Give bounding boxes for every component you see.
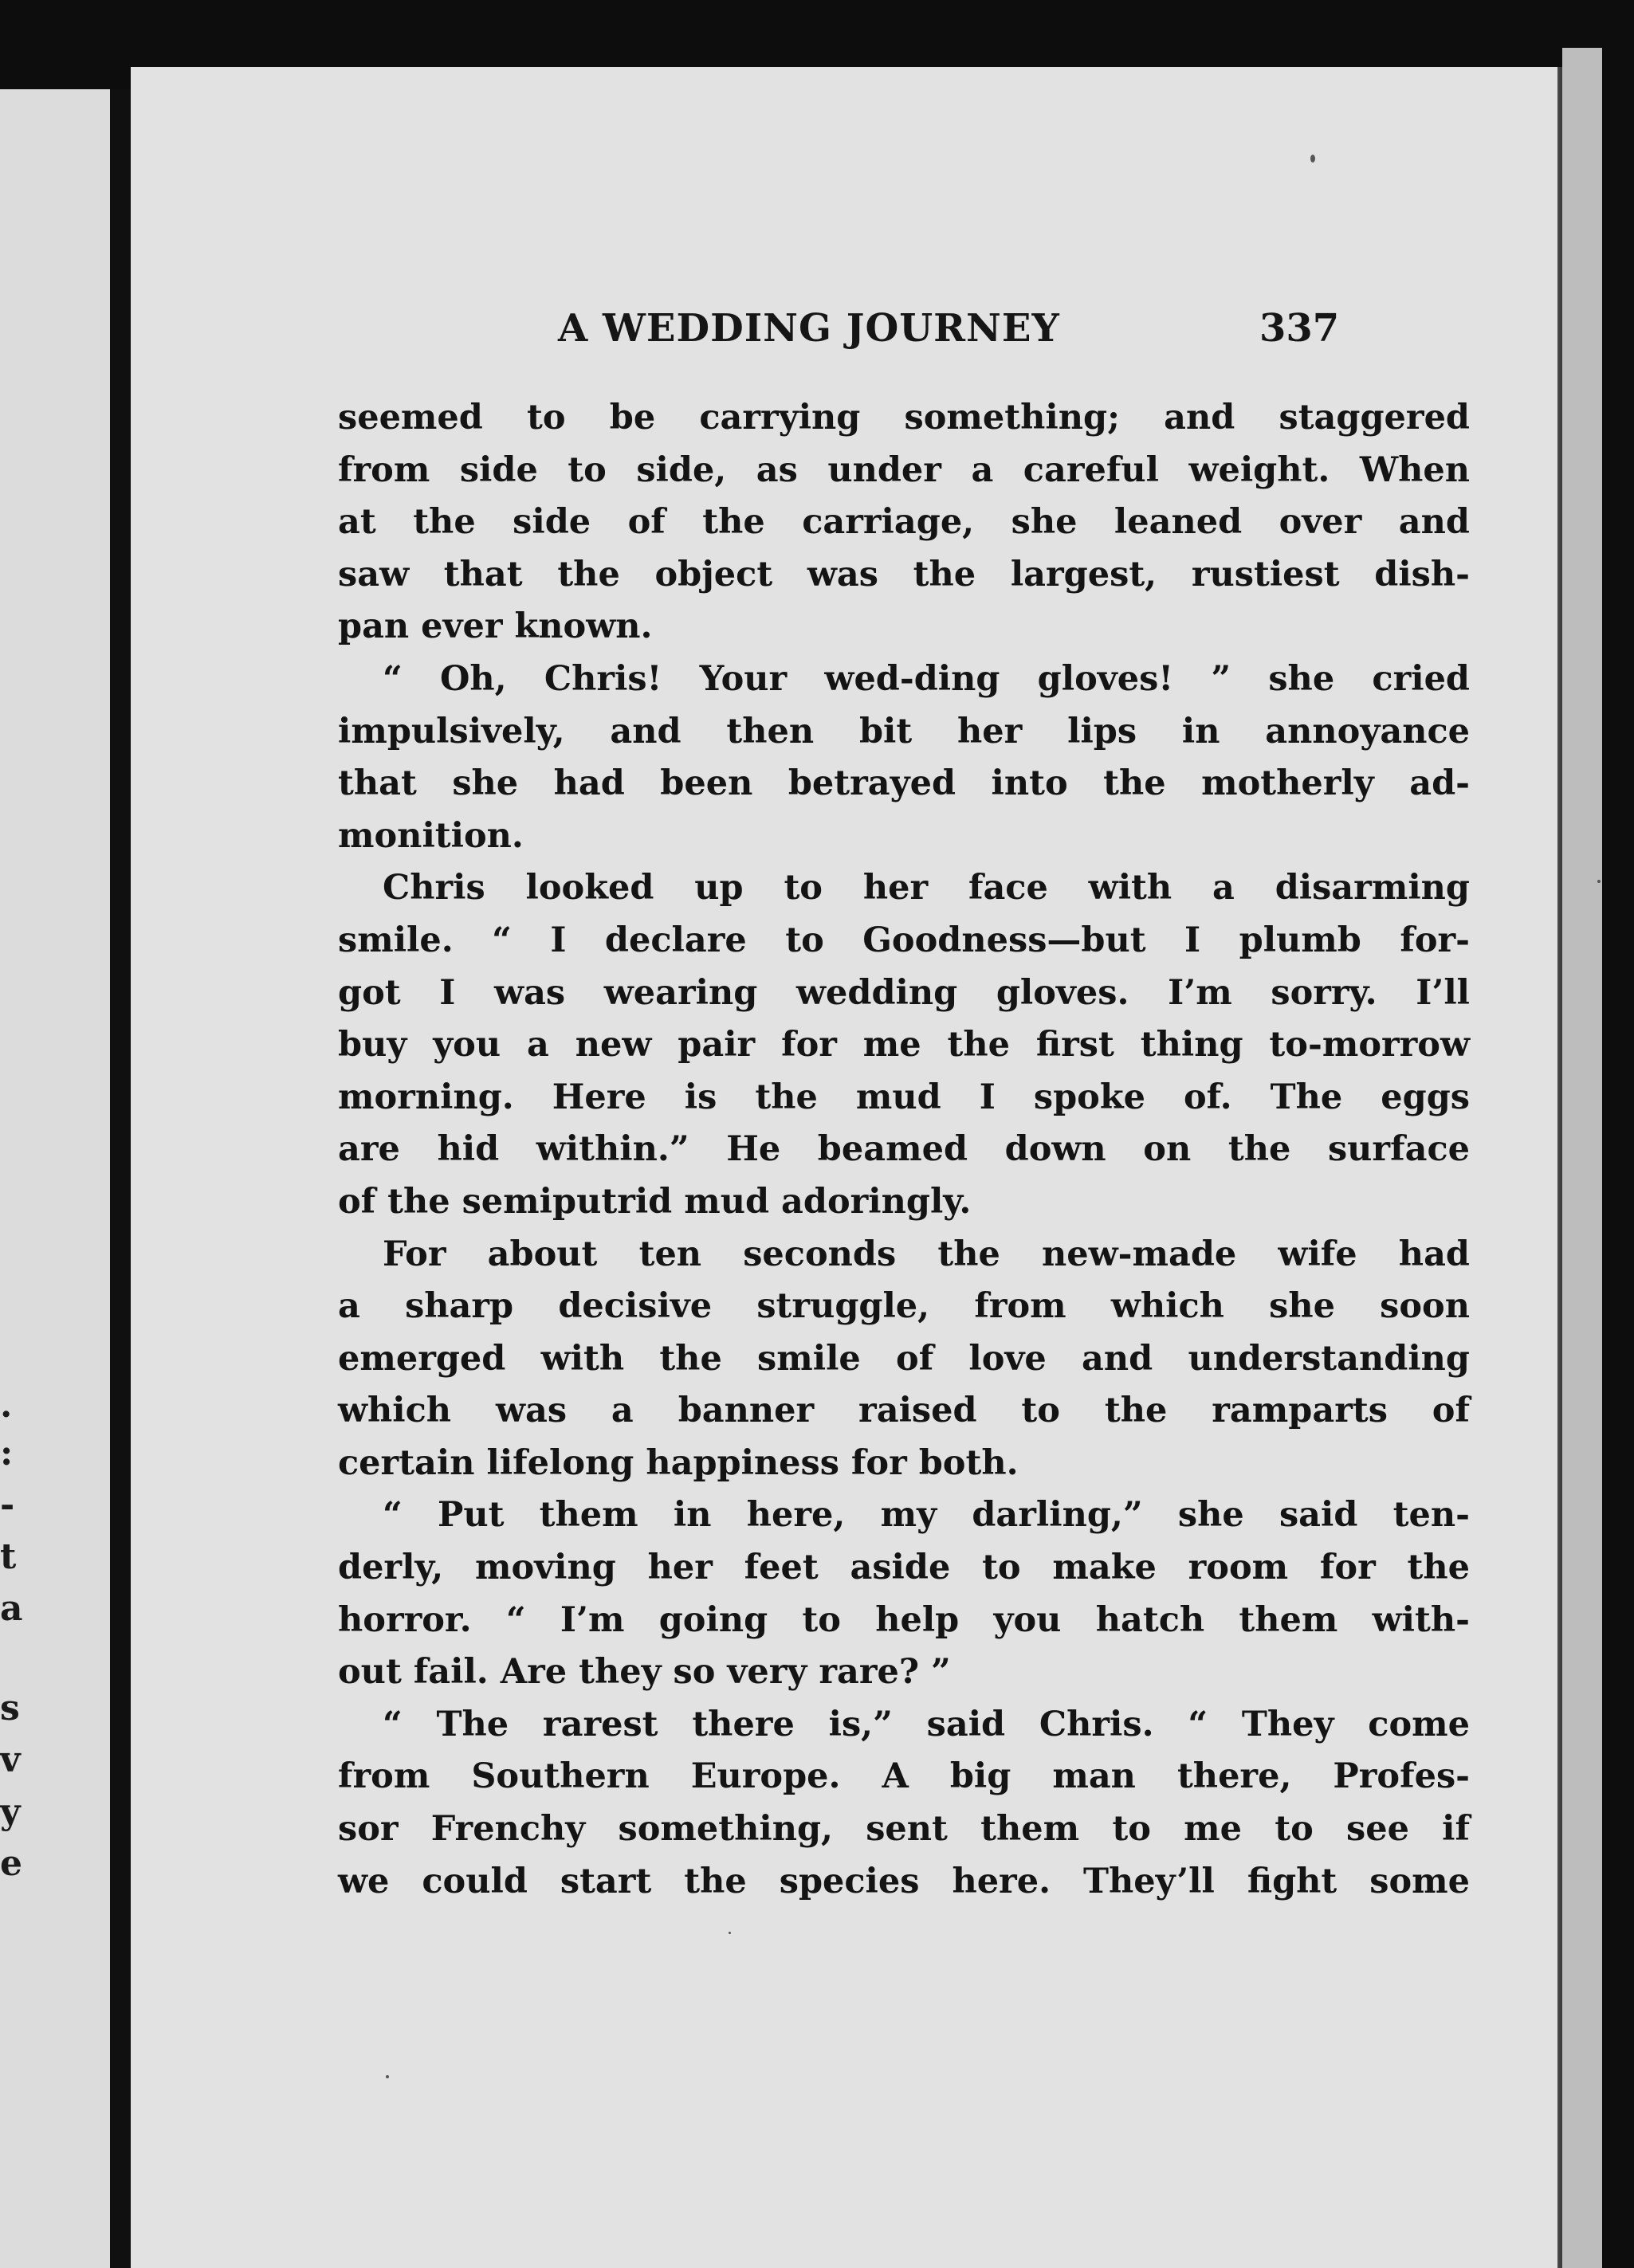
- text-line: monition.: [338, 815, 524, 856]
- page-header: [131, 306, 1557, 354]
- page-edge-rim: [1562, 48, 1602, 2268]
- paragraph: [338, 1489, 1470, 1698]
- text-line: are hid within.” He beamed down on the surface: [338, 1129, 1470, 1170]
- left-fragment: v: [0, 1740, 21, 1780]
- text-line: saw that the object was the largest, rustiest dish-: [338, 554, 1470, 594]
- left-fragment: a: [0, 1588, 23, 1629]
- text-line: from side to side, as under a careful weight. When: [338, 449, 1470, 490]
- text-line: from Southern Europe. A big man there, Profes-: [338, 1756, 1470, 1797]
- paragraph: [338, 862, 1470, 1228]
- text-line: “ The rarest there is,” said Chris. “ They come: [383, 1704, 1470, 1744]
- text-line: that she had been betrayed into the motherly ad-: [338, 763, 1470, 804]
- text-line: certain lifelong happiness for both.: [338, 1442, 1019, 1483]
- body-text: [338, 392, 1470, 1908]
- left-fragment: y: [0, 1791, 21, 1832]
- text-line: “ Oh, Chris! Your wed-ding gloves! ” she cried: [383, 658, 1470, 699]
- text-line: For about ten seconds the new-made wife had: [383, 1234, 1470, 1274]
- paragraph: [338, 1229, 1470, 1490]
- text-line: a sharp decisive struggle, from which she soon: [338, 1286, 1470, 1327]
- text-line: morning. Here is the mud I spoke of. The eggs: [338, 1077, 1470, 1117]
- left-page-text-fragments: [0, 89, 24, 2268]
- text-line: Chris looked up to her face with a disarming: [383, 868, 1470, 908]
- left-fragment: t: [0, 1536, 17, 1577]
- text-line: out fail. Are they so very rare? ”: [338, 1652, 951, 1693]
- gutter-shadow: [110, 89, 131, 2268]
- left-fragment: .: [0, 1385, 13, 1426]
- text-line: we could start the species here. They’ll fight some: [338, 1861, 1470, 1901]
- text-line: derly, moving her feet aside to make room for the: [338, 1548, 1470, 1588]
- running-title: A WEDDING JOURNEY: [558, 306, 1060, 351]
- left-fragment: e: [0, 1843, 22, 1884]
- text-line: at the side of the carriage, she leaned over and: [338, 502, 1470, 543]
- book-page: [131, 67, 1557, 2268]
- left-page-fragment: [0, 89, 120, 2268]
- text-line: “ Put them in here, my darling,” she said ten-: [383, 1495, 1470, 1536]
- left-fragment: :: [0, 1433, 14, 1473]
- text-line: impulsively, and then bit her lips in annoyance: [338, 711, 1470, 751]
- text-line: emerged with the smile of love and understanding: [338, 1338, 1470, 1379]
- text-line: seemed to be carrying something; and staggered: [338, 398, 1470, 438]
- paragraph: [338, 653, 1470, 862]
- text-line: smile. “ I declare to Goodness—but I plumb for-: [338, 920, 1470, 960]
- text-line: pan ever known.: [338, 606, 653, 647]
- text-line: buy you a new pair for me the first thing to-morrow: [338, 1025, 1470, 1065]
- left-fragment: s: [0, 1688, 20, 1728]
- text-line: sor Frenchy something, sent them to me to see if: [338, 1809, 1470, 1850]
- left-fragment: -: [0, 1485, 15, 1525]
- text-line: got I was wearing wedding gloves. I’m sorry. I’ll: [338, 972, 1470, 1013]
- paragraph: [338, 392, 1470, 653]
- text-line: horror. “ I’m going to help you hatch them with-: [338, 1599, 1470, 1640]
- paragraph: [338, 1699, 1470, 1908]
- text-line: which was a banner raised to the ramparts of: [338, 1391, 1470, 1431]
- text-line: of the semiputrid mud adoringly.: [338, 1181, 972, 1222]
- page-number: 337: [1259, 306, 1340, 351]
